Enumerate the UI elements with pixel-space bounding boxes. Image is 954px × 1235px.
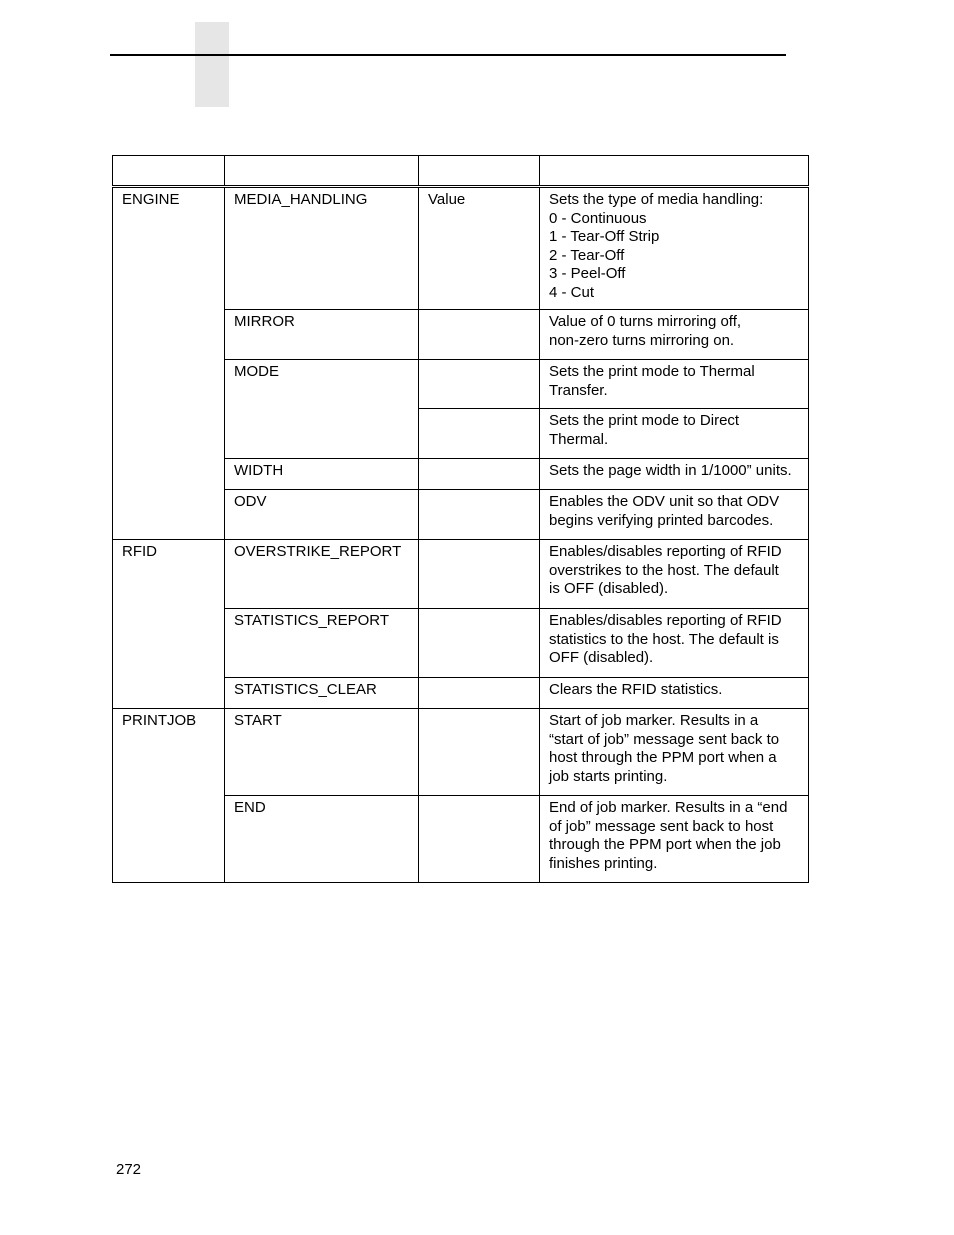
command-cell: OVERSTRIKE_REPORT — [225, 540, 419, 609]
command-cell: START — [225, 709, 419, 796]
description-cell: Clears the RFID statistics. — [540, 678, 809, 709]
category-cell: ENGINE — [113, 187, 225, 540]
value-cell — [419, 709, 540, 796]
description-cell: Start of job marker. Results in a “start of job” message sent back to host through the PPM port when a job starts printing. — [540, 709, 809, 796]
command-cell: ODV — [225, 490, 419, 540]
description-cell: Value of 0 turns mirroring off, non-zero turns mirroring on. — [540, 310, 809, 360]
value-cell — [419, 310, 540, 360]
command-cell: END — [225, 796, 419, 883]
value-cell — [419, 490, 540, 540]
value-cell — [419, 540, 540, 609]
description-cell: Sets the print mode to Thermal Transfer. — [540, 360, 809, 409]
value-cell — [419, 360, 540, 409]
description-cell: Enables the ODV unit so that ODV begins verifying printed barcodes. — [540, 490, 809, 540]
value-cell: Value — [419, 187, 540, 310]
table-row — [113, 540, 809, 609]
command-table — [112, 155, 809, 883]
description-cell: Sets the type of media handling: 0 - Continuous 1 - Tear-Off Strip 2 - Tear-Off 3 - Peel-Off 4 - Cut — [540, 187, 809, 310]
table-header-row — [113, 156, 809, 187]
description-cell: Enables/disables reporting of RFID overstrikes to the host. The default is OFF (disabled). — [540, 540, 809, 609]
page-number: 272 — [116, 1161, 142, 1178]
table-header-cell — [540, 156, 809, 187]
command-cell: STATISTICS_CLEAR — [225, 678, 419, 709]
value-cell — [419, 459, 540, 490]
table-header-cell — [225, 156, 419, 187]
command-cell: MIRROR — [225, 310, 419, 360]
command-cell: WIDTH — [225, 459, 419, 490]
category-cell: PRINTJOB — [113, 709, 225, 883]
value-cell — [419, 678, 540, 709]
value-cell — [419, 609, 540, 678]
value-cell — [419, 796, 540, 883]
header-rule — [110, 54, 786, 56]
description-cell: Enables/disables reporting of RFID statistics to the host. The default is OFF (disabled). — [540, 609, 809, 678]
command-cell: MEDIA_HANDLING — [225, 187, 419, 310]
category-cell: RFID — [113, 540, 225, 709]
description-cell: End of job marker. Results in a “end of job” message sent back to host through the PPM port when the job finishes printing. — [540, 796, 809, 883]
table-row — [113, 187, 809, 310]
table-header-cell — [113, 156, 225, 187]
table-header-cell — [419, 156, 540, 187]
description-cell: Sets the print mode to Direct Thermal. — [540, 409, 809, 459]
command-cell: STATISTICS_REPORT — [225, 609, 419, 678]
description-cell: Sets the page width in 1/1000” units. — [540, 459, 809, 490]
value-cell — [419, 409, 540, 459]
chapter-tab-marker — [195, 22, 229, 107]
command-cell: MODE — [225, 360, 419, 459]
table-row — [113, 709, 809, 796]
